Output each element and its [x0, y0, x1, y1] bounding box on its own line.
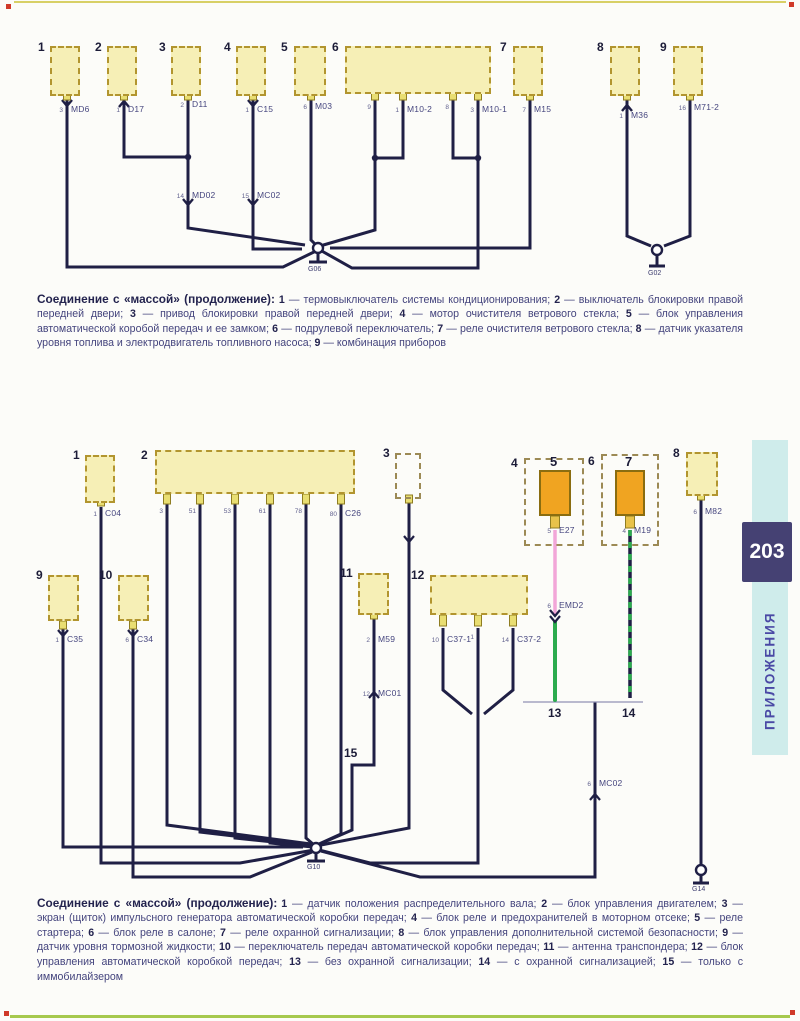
ground-label: G10: [307, 864, 321, 871]
pin-number: 6: [303, 104, 307, 111]
wire-label: [611, 110, 648, 120]
caption-title: Соединение с «массой» (продолжение):: [37, 291, 275, 306]
connector-number: 9: [660, 40, 667, 54]
pin-number: 1: [93, 511, 97, 518]
wire-label: [685, 506, 722, 516]
connector-number: 5: [550, 454, 558, 469]
connector-number: 12: [411, 568, 425, 582]
wire-label: [237, 104, 273, 114]
pin-number: 78: [294, 508, 302, 515]
pin-number: 1: [395, 107, 399, 114]
wire-name: MD6: [71, 104, 90, 114]
connector-number: 1: [73, 448, 80, 462]
connector-box: [358, 573, 389, 615]
connector-number: 4: [224, 40, 231, 54]
caption-title: Соединение с «массой» (продолжение):: [37, 895, 278, 910]
pin-number: 6: [125, 637, 129, 644]
pin-number: 3: [159, 508, 163, 515]
wire-label: [151, 508, 171, 515]
connector-box: [610, 46, 640, 96]
pin-number: 1: [55, 637, 59, 644]
connector-box: [686, 452, 718, 496]
pin-number: 61: [258, 508, 266, 515]
connector-number: 11: [340, 566, 353, 580]
connector-number: 8: [673, 446, 680, 460]
connector-box: [171, 46, 201, 96]
pin-number: 1: [619, 113, 623, 120]
wire-label: [579, 778, 622, 788]
connector-number: 6: [332, 40, 339, 54]
pin-number: 1: [245, 107, 249, 114]
connector-box: [85, 455, 115, 503]
wire-name: MC01: [378, 688, 402, 698]
connector-number: 1: [38, 40, 45, 54]
scan-mark-br: [790, 1010, 795, 1015]
connector-number: 3: [383, 446, 390, 460]
wire-label: [51, 104, 90, 114]
pin-number: 1: [470, 634, 474, 641]
wire-label: [172, 190, 215, 200]
connector-box: [155, 450, 355, 494]
wire-label: [85, 508, 121, 518]
page-number-text: 203: [749, 540, 785, 563]
connector-box: [236, 46, 266, 96]
pin-number: 2: [180, 102, 184, 109]
wire-name: M10-1: [482, 104, 508, 114]
connector-box: [345, 46, 491, 94]
pin-number: 4: [622, 528, 626, 535]
wire-name: MC02: [599, 778, 623, 788]
wire-name: M71-2: [694, 102, 720, 112]
wire-label: [254, 508, 274, 515]
wire-label: [539, 525, 575, 535]
connector-number: 2: [95, 40, 102, 54]
section-tab-text: ПРИЛОЖЕНИЯ: [762, 611, 778, 730]
connector-box: [294, 46, 326, 96]
wire-label: [462, 634, 482, 641]
wire-label: [117, 634, 153, 644]
wire-name: M19: [634, 525, 652, 535]
pin-number: 3: [470, 107, 474, 114]
pin-number: 12: [362, 691, 370, 698]
wire-label: [108, 104, 144, 114]
scan-edge-bottom: [10, 1015, 790, 1018]
branch-label: 14: [622, 706, 636, 720]
wiring-diagram-bottom: [0, 440, 800, 900]
wire-name: M15: [534, 104, 552, 114]
wire-label: [514, 104, 551, 114]
pin-number: 51: [188, 508, 196, 515]
section-tab: [752, 588, 788, 753]
connector-box: [539, 470, 571, 516]
wire-name: C37-2: [517, 634, 542, 644]
pin-number: 14: [176, 193, 184, 200]
connector-number: 10: [99, 568, 113, 582]
wire-label: [325, 508, 361, 518]
wire-label: [184, 508, 204, 515]
wire-name: C26: [345, 508, 362, 518]
pin-number: 14: [501, 637, 509, 644]
wire-label: [539, 600, 583, 610]
wire-label: [358, 634, 395, 644]
pin-number: 2: [366, 637, 370, 644]
pin-number: 53: [223, 508, 231, 515]
wire-label: [674, 102, 719, 112]
wire-label: [359, 104, 379, 111]
wire-label: [358, 688, 401, 698]
ground-symbol: [311, 843, 706, 875]
scan-mark-bl: [4, 1011, 9, 1016]
wire-name: C37-1: [447, 634, 472, 644]
connector-box: [48, 575, 79, 621]
wire-label: [295, 101, 332, 111]
connector-box: [118, 575, 149, 621]
connector-number: 8: [597, 40, 604, 54]
wire-name: M82: [705, 506, 723, 516]
wire-label: [47, 634, 83, 644]
wire-label: [462, 104, 507, 114]
pin-number: 8: [445, 104, 449, 111]
ground-label: G14: [692, 886, 706, 893]
wire-name: C04: [105, 508, 122, 518]
wires-layer-top: [0, 0, 800, 290]
pin-number: 10: [431, 637, 439, 644]
wire-label: [437, 104, 457, 111]
connector-number: 4: [511, 456, 518, 470]
branch-label: 13: [548, 706, 562, 720]
pin-number: 1: [116, 107, 120, 114]
wire-name: C35: [67, 634, 84, 644]
wire-name: C15: [257, 104, 274, 114]
wire-label: [219, 508, 239, 515]
connector-number: 7: [500, 40, 507, 54]
wire-name: D11: [192, 99, 208, 109]
wire-label: [497, 634, 541, 644]
pin-number: 6: [693, 509, 697, 516]
pin-number: 80: [329, 511, 337, 518]
wire-label: [237, 190, 280, 200]
pin-number: 15: [241, 193, 249, 200]
connector-box: [430, 575, 528, 615]
page-number: [742, 522, 792, 582]
connector-box: [513, 46, 543, 96]
ground-label: G02: [648, 270, 662, 277]
wire-label: [290, 508, 310, 515]
wire-label: [172, 99, 208, 109]
pin-number: 7: [522, 107, 526, 114]
connector-box: [673, 46, 703, 96]
wire-name: EMD2: [559, 600, 584, 610]
caption-bottom: Соединение с «массой» (продолжение): 1 — датчик положения распределительного вала; 2 — блок управления двигателем; 3 — экран (щиток) импульсного генератора автоматической коробки передач; 4 — блок реле и предохранителей в моторном отсеке; 5 — реле стартера; 6 — блок реле в салоне; 7 — реле охранной сигнализации; 8 — блок управления дополнительной системой безопасности; 9 — датчик уровня тормозной жидкости; 10 — переключатель передач автоматической коробки передач; 11 — антенна транспондера; 12 — блок управления автоматической коробкой передач; 13 — без охранной сигнализации; 14 — с охранной сигнализацией; 15 — только с иммобилайзером: [37, 895, 744, 983]
pin-number: 9: [367, 104, 371, 111]
connector-number: 9: [36, 568, 43, 582]
wire-name: M10-2: [407, 104, 433, 114]
connector-number: 2: [141, 448, 148, 462]
pin-number: 3: [59, 107, 63, 114]
pin-number: 6: [547, 603, 551, 610]
pin-number: 6: [587, 781, 591, 788]
pin-number: 5: [547, 528, 551, 535]
connector-number: 7: [625, 454, 633, 469]
connector-number: 3: [159, 40, 166, 54]
connector-number: 6: [588, 454, 595, 468]
wiring-diagram-top: [0, 0, 800, 290]
connector-box: [615, 470, 645, 516]
connector-number: 5: [281, 40, 288, 54]
ground-label: G06: [308, 266, 322, 273]
wire-name: M03: [315, 101, 333, 111]
wire-name: E27: [559, 525, 575, 535]
wire-label: [387, 104, 432, 114]
wire-name: MD02: [192, 190, 216, 200]
wire-name: M36: [631, 110, 649, 120]
wire-label: [614, 525, 651, 535]
pin-number: 16: [678, 105, 686, 112]
wire-name: M59: [378, 634, 396, 644]
wire-name: D17: [128, 104, 145, 114]
connector-box: [50, 46, 80, 96]
connector-box: [107, 46, 137, 96]
wire-name: C34: [137, 634, 154, 644]
connector-box: [395, 453, 421, 499]
branch-label: 15: [344, 746, 358, 760]
wire-name: MC02: [257, 190, 281, 200]
caption-top: Соединение с «массой» (продолжение): 1 — термовыключатель системы кондиционирования; 2 — выключатель блокировки правой передней двери; 3 — привод блокировки правой передней двери; 4 — мотор очистителя ветрового стекла; 5 — блок управления автоматической коробой передач и ее замком; 6 — подрулевой переключатель; 7 — реле очистителя ветрового стекла; 8 — датчик указателя уровня топлива и электродвигатель топливного насоса; 9 — комбинация приборов: [37, 291, 743, 350]
